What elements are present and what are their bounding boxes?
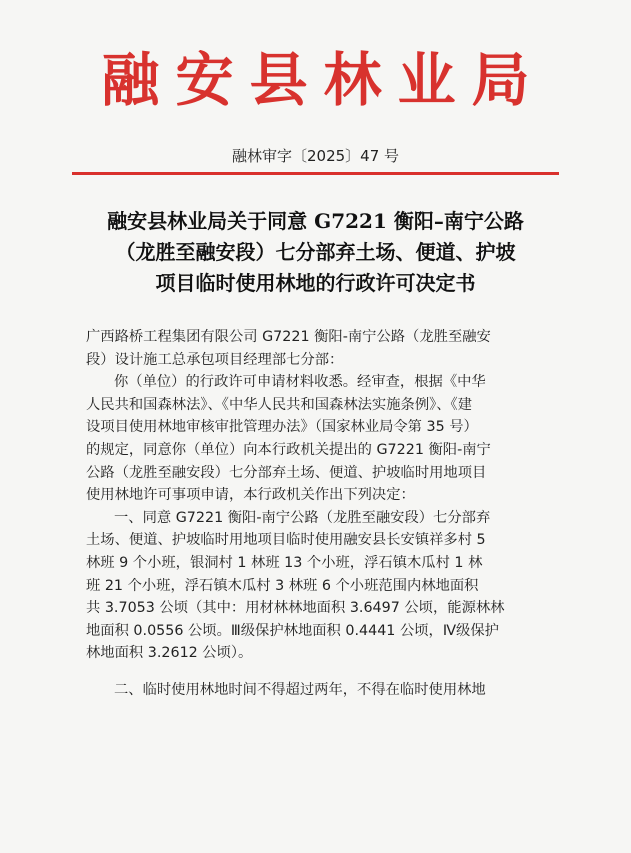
paragraph-line: 班 21 个小班，浮石镇木瓜村 3 林班 6 个小班范围内林地面积: [86, 577, 479, 594]
paragraph-line: 林班 9 个小班，银洞村 1 林班 13 个小班，浮石镇木瓜村 1 林: [86, 554, 483, 571]
paragraph-line: 使用林地许可事项申请，本行政机关作出下列决定：: [86, 487, 415, 504]
paragraph-line: 林地面积 3.2612 公顷）。: [86, 645, 253, 662]
paragraph-spacer: [86, 665, 548, 679]
addressee: [86, 326, 548, 371]
title-line-1: 融安县林业局关于同意 G7221 衡阳–南宁公路: [107, 209, 524, 233]
issuing-authority-header: 融安县林业局: [101, 46, 546, 114]
paragraph-intro: [86, 371, 548, 507]
title-line-3: 项目临时使用林地的行政许可决定书: [155, 271, 476, 295]
paragraph-line: 二、临时使用林地时间不得超过两年，不得在临时使用林地: [114, 681, 486, 698]
decision-title: [60, 206, 571, 299]
document-number: 融林审字〔2025〕47 号: [231, 147, 400, 165]
paragraph-line: 的规定，同意你（单位）向本行政机关提出的 G7221 衡阳-南宁: [86, 441, 491, 458]
paragraph-line: 一、同意 G7221 衡阳-南宁公路（龙胜至融安段）七分部弃: [114, 509, 491, 526]
title-line-2: （龙胜至融安段）七分部弃土场、便道、护坡: [115, 240, 516, 264]
red-divider-line: [72, 172, 559, 175]
paragraph-line: 地面积 0.0556 公顷。Ⅲ级保护林地面积 0.4441 公顷，Ⅳ级保护: [86, 622, 499, 639]
addressee-line: 段）设计施工总承包项目经理部七分部：: [86, 351, 344, 368]
paragraph-line: 人民共和国森林法》、《中华人民共和国森林法实施条例》、《建: [86, 396, 473, 413]
addressee-line: 广西路桥工程集团有限公司 G7221 衡阳-南宁公路（龙胜至融安: [86, 329, 491, 345]
paragraph-line: 公路（龙胜至融安段）七分部弃土场、便道、护坡临时用地项目: [86, 464, 487, 481]
document-body: [86, 326, 548, 702]
paragraph-item-2: [86, 679, 548, 702]
paragraph-line: 设项目使用林地审核审批管理办法》（国家林业局令第 35 号）: [86, 419, 478, 436]
paragraph-line: 你（单位）的行政许可申请材料收悉。经审查，根据《中华: [114, 374, 486, 391]
paragraph-item-1: [86, 507, 548, 665]
paragraph-line: 共 3.7053 公顷（其中：用材林林地面积 3.6497 公顷，能源林林: [86, 600, 505, 617]
paragraph-line: 土场、便道、护坡临时用地项目临时使用融安县长安镇祥多村 5: [86, 532, 486, 549]
